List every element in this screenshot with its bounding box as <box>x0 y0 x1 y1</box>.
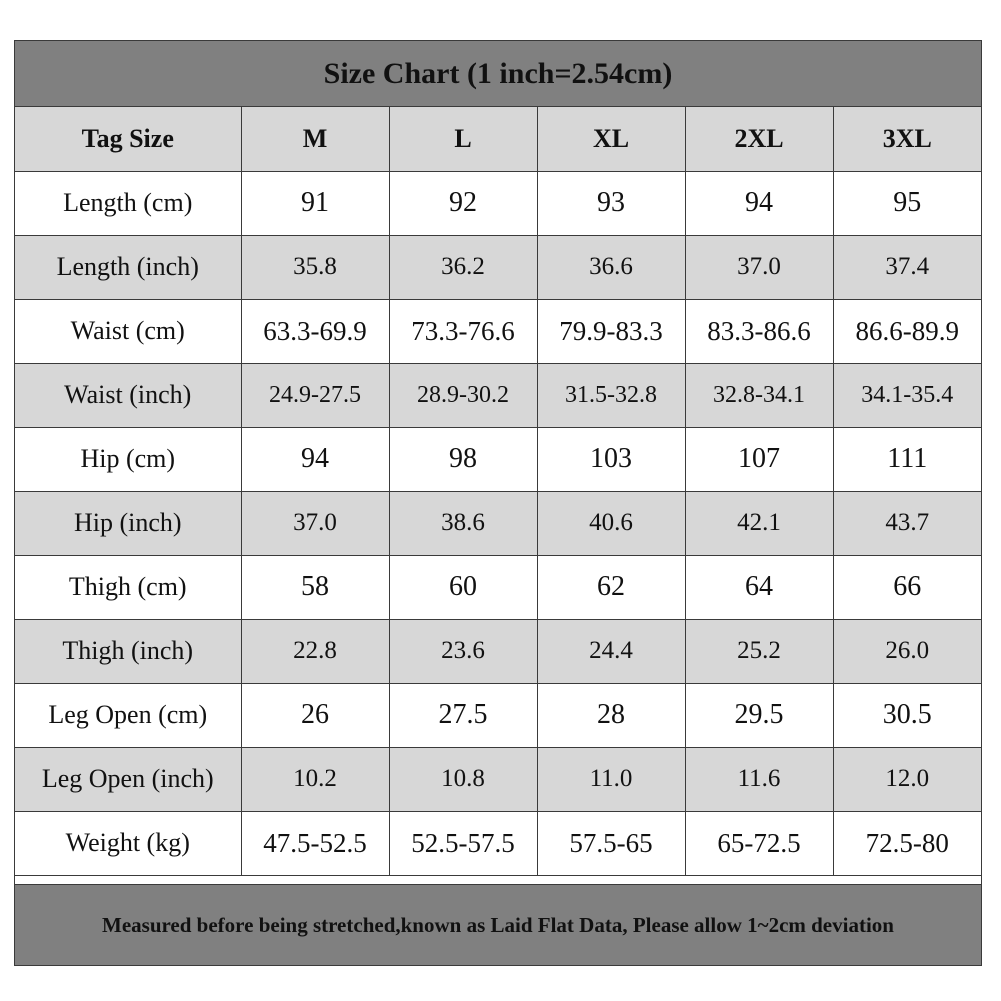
table-header-row <box>15 107 981 171</box>
table-cell: 35.8 <box>241 235 389 299</box>
table-cell: 47.5-52.5 <box>241 811 389 875</box>
table-cell: 28.9-30.2 <box>389 363 537 427</box>
table-cell: 52.5-57.5 <box>389 811 537 875</box>
table-row <box>15 235 981 299</box>
table-cell: 25.2 <box>685 619 833 683</box>
table-cell: 95 <box>833 171 981 235</box>
table-cell: 98 <box>389 427 537 491</box>
table-cell: 30.5 <box>833 683 981 747</box>
size-table <box>15 107 981 876</box>
table-cell: 94 <box>685 171 833 235</box>
table-cell: 66 <box>833 555 981 619</box>
table-cell: 37.0 <box>685 235 833 299</box>
table-cell: 57.5-65 <box>537 811 685 875</box>
table-cell: 28 <box>537 683 685 747</box>
table-row <box>15 299 981 363</box>
table-cell: 12.0 <box>833 747 981 811</box>
table-row <box>15 171 981 235</box>
table-cell: 10.2 <box>241 747 389 811</box>
row-label: Waist (inch) <box>15 363 241 427</box>
header-size-3xl: 3XL <box>833 107 981 171</box>
table-cell: 60 <box>389 555 537 619</box>
header-size-l: L <box>389 107 537 171</box>
table-row <box>15 555 981 619</box>
table-cell: 11.0 <box>537 747 685 811</box>
table-cell: 103 <box>537 427 685 491</box>
table-cell: 38.6 <box>389 491 537 555</box>
table-cell: 29.5 <box>685 683 833 747</box>
table-cell: 72.5-80 <box>833 811 981 875</box>
header-size-xl: XL <box>537 107 685 171</box>
row-label: Weight (kg) <box>15 811 241 875</box>
table-cell: 111 <box>833 427 981 491</box>
chart-title: Size Chart (1 inch=2.54cm) <box>15 41 981 107</box>
table-cell: 73.3-76.6 <box>389 299 537 363</box>
table-cell: 31.5-32.8 <box>537 363 685 427</box>
table-cell: 37.4 <box>833 235 981 299</box>
table-cell: 24.4 <box>537 619 685 683</box>
table-cell: 79.9-83.3 <box>537 299 685 363</box>
row-label: Hip (inch) <box>15 491 241 555</box>
table-cell: 83.3-86.6 <box>685 299 833 363</box>
table-cell: 26.0 <box>833 619 981 683</box>
row-label: Hip (cm) <box>15 427 241 491</box>
footer-note: Measured before being stretched,known as Laid Flat Data, Please allow 1~2cm deviation <box>15 884 981 965</box>
table-cell: 92 <box>389 171 537 235</box>
table-cell: 23.6 <box>389 619 537 683</box>
table-cell: 64 <box>685 555 833 619</box>
table-cell: 107 <box>685 427 833 491</box>
row-label: Waist (cm) <box>15 299 241 363</box>
table-cell: 63.3-69.9 <box>241 299 389 363</box>
table-row <box>15 363 981 427</box>
table-cell: 93 <box>537 171 685 235</box>
table-row <box>15 747 981 811</box>
table-cell: 26 <box>241 683 389 747</box>
table-cell: 86.6-89.9 <box>833 299 981 363</box>
row-label: Leg Open (inch) <box>15 747 241 811</box>
row-label: Length (inch) <box>15 235 241 299</box>
table-cell: 24.9-27.5 <box>241 363 389 427</box>
table-cell: 34.1-35.4 <box>833 363 981 427</box>
table-cell: 62 <box>537 555 685 619</box>
size-chart <box>14 40 982 966</box>
header-size-m: M <box>241 107 389 171</box>
table-cell: 40.6 <box>537 491 685 555</box>
table-cell: 91 <box>241 171 389 235</box>
table-cell: 11.6 <box>685 747 833 811</box>
table-cell: 22.8 <box>241 619 389 683</box>
table-row <box>15 491 981 555</box>
table-row <box>15 811 981 875</box>
table-row <box>15 427 981 491</box>
table-cell: 10.8 <box>389 747 537 811</box>
table-cell: 94 <box>241 427 389 491</box>
row-label: Thigh (cm) <box>15 555 241 619</box>
row-label: Length (cm) <box>15 171 241 235</box>
header-tag-size: Tag Size <box>15 107 241 171</box>
table-row <box>15 619 981 683</box>
row-label: Thigh (inch) <box>15 619 241 683</box>
table-cell: 32.8-34.1 <box>685 363 833 427</box>
table-cell: 58 <box>241 555 389 619</box>
table-cell: 42.1 <box>685 491 833 555</box>
table-cell: 37.0 <box>241 491 389 555</box>
table-row <box>15 683 981 747</box>
table-cell: 65-72.5 <box>685 811 833 875</box>
table-cell: 36.2 <box>389 235 537 299</box>
table-cell: 27.5 <box>389 683 537 747</box>
table-cell: 36.6 <box>537 235 685 299</box>
header-size-2xl: 2XL <box>685 107 833 171</box>
row-label: Leg Open (cm) <box>15 683 241 747</box>
table-cell: 43.7 <box>833 491 981 555</box>
